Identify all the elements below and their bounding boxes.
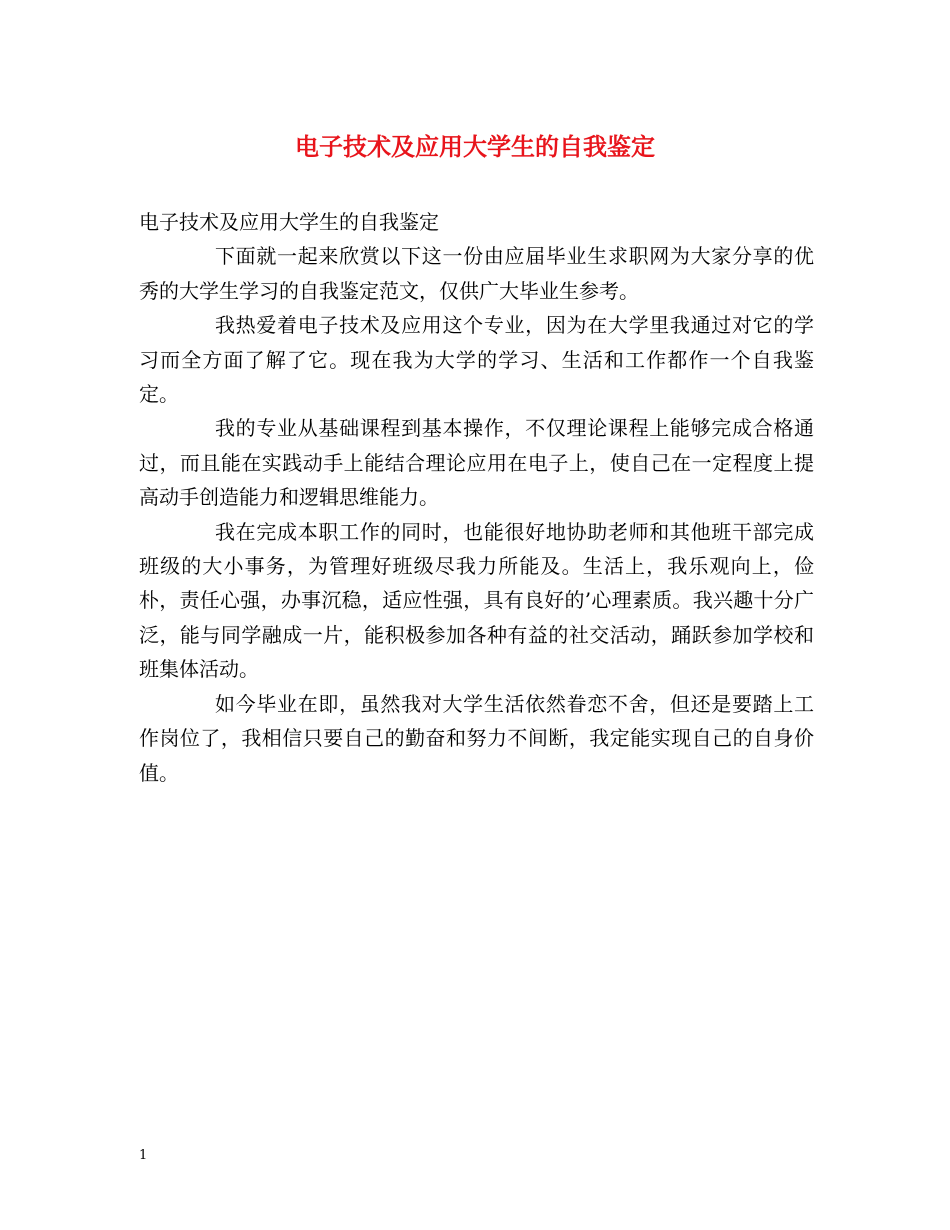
paragraph-study: 我的专业从基础课程到基本操作，不仅理论课程上能够完成合格通过，而且能在实践动手上能结合理论应用在电子上，使自己在一定程度上提高动手创造能力和逻辑思维能力。 <box>139 416 814 510</box>
page-number: 1 <box>139 1148 148 1163</box>
document-body <box>139 205 814 790</box>
document-subtitle: 电子技术及应用大学生的自我鉴定 <box>139 210 439 234</box>
page-title: 电子技术及应用大学生的自我鉴定 <box>295 132 655 161</box>
paragraph-major: 我热爱着电子技术及应用这个专业，因为在大学里我通过对它的学习而全方面了解了它。现在我为大学的学习、生活和工作都作一个自我鉴定。 <box>139 313 814 407</box>
paragraph-conclusion: 如今毕业在即，虽然我对大学生活依然眷恋不舍，但还是要踏上工作岗位了，我相信只要自己的勤奋和努力不间断，我定能实现自己的自身价值。 <box>139 691 814 785</box>
paragraph-life: 我在完成本职工作的同时，也能很好地协助老师和其他班干部完成班级的大小事务，为管理好班级尽我力所能及。生活上，我乐观向上，俭朴，责任心强，办事沉稳，适应性强，具有良好的’心理素质。我兴趣十分广泛，能与同学融成一片，能积极参加各种有益的社交活动，踊跃参加学校和班集体活动。 <box>139 519 814 682</box>
paragraph-intro: 下面就一起来欣赏以下这一份由应届毕业生求职网为大家分享的优秀的大学生学习的自我鉴定范文，仅供广大毕业生参考。 <box>139 244 814 303</box>
